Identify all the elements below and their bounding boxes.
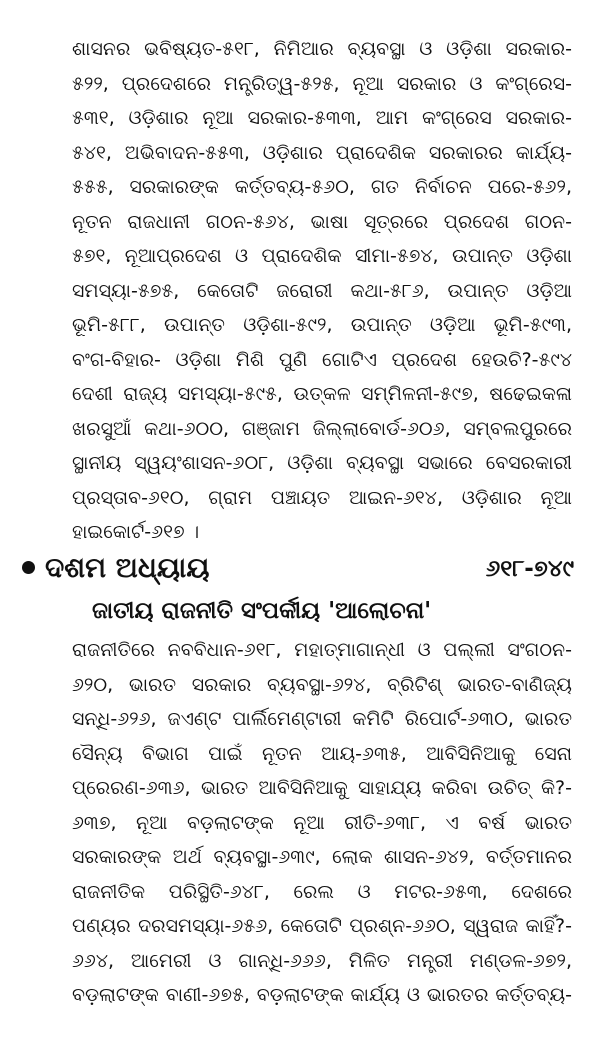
chapter-header bbox=[0, 548, 600, 588]
text-line: ସ୍ଥାନୀୟ ସ୍ୱୟଂଶାସନ-୬୦୮, ଓଡ଼ିଶା ବ୍ୟବସ୍ଥା ସଭାରେ ବେସରକାରୀ bbox=[72, 452, 572, 474]
text-line: ସରକାରଙ୍କ ଅର୍ଥ ବ୍ୟବସ୍ଥା-୬୩୯, ଲୋକ ଶାସନ-୬୪୨, ବର୍ତ୍ତମାନର bbox=[72, 846, 572, 868]
text-line: ପଣ୍ୟର ଦରସମସ୍ୟା-୬୫୬, କେତୋଟି ପ୍ରଶ୍ନ-୬୬୦, ସ୍ୱରାଜ କାହିଁ?- bbox=[72, 915, 572, 937]
chapter-page-range: ୬୧୮-୭୪୯ bbox=[485, 556, 574, 582]
chapter-title: ଦଶମ ଅଧ୍ୟାୟ bbox=[45, 551, 210, 584]
text-line: ବଂଗ-ବିହାର- ଓଡ଼ିଶା ମିଶି ପୁଣି ଗୋଟିଏ ପ୍ରଦେଶ ହେଉଚି?-୫୯୪ bbox=[72, 348, 572, 371]
text-line: ୫୨୨, ପ୍ରଦେଶରେ ମନ୍ତ୍ରିତ୍ୱ-୫୨୫, ନୂଆ ସରକାର ଓ କଂଗ୍ରେସ- bbox=[72, 72, 572, 95]
text-line: ଦେଶୀ ରାଜ୍ୟ ସମସ୍ୟା-୫୯୫, ଉତ୍କଳ ସମ୍ମିଳନୀ-୫୯୭, ଷଢେଇକଳା bbox=[72, 383, 572, 405]
text-line: ଭୂମି-୫୮୮, ଉପାନ୍ତ ଓଡ଼ିଶା-୫୯୨, ଉପାନ୍ତ ଓଡ଼ିଆ ଭୂମି-୫୯୩, bbox=[72, 314, 572, 336]
text-line: ସନ୍ଧି-୬୨୬, ଜଏଣ୍ଟ ପାର୍ଲିମେଣ୍ଟାରୀ କମିଟି ରିପୋର୍ଟ-୬୩୦, ଭାରତ bbox=[72, 708, 572, 730]
text-line: ୫୪୧, ଅଭିବାଦନ-୫୫୩, ଓଡ଼ିଶାର ପ୍ରାଦେଶିକ ସରକାରର କାର୍ଯ୍ୟ- bbox=[72, 141, 572, 164]
text-line: ରାଜନୀତିକ ପରିସ୍ଥିତି-୬୪୮, ରେଲ ଓ ମଟର-୬୫୩, ଦେଶରେ bbox=[72, 880, 572, 903]
contents-paragraph-2 bbox=[72, 633, 572, 1013]
text-line: ହାଇକୋର୍ଟ-୬୧୭ । bbox=[72, 521, 200, 543]
text-line: ୬୩୭, ନୂଆ ବଡ଼ଲାଟଙ୍କ ନୂଆ ରୀତି-୬୩୮, ଏ ବର୍ଷ ଭାରତ bbox=[72, 811, 572, 834]
text-line: ୬୨୦, ଭାରତ ସରକାର ବ୍ୟବସ୍ଥା-୬୨୪, ବ୍ରିଟିଶ୍ ଭାରତ-ବାଣିଜ୍ୟ bbox=[72, 673, 572, 696]
text-line: ୫୩୧, ଓଡ଼ିଶାର ନୂଆ ସରକାର-୫୩୩, ଆମ କଂଗ୍ରେସ ସରକାର- bbox=[72, 107, 572, 129]
text-line: ଶାସନର ଭବିଷ୍ୟତ-୫୧୮, ନିମିଆର ବ୍ୟବସ୍ଥା ଓ ଓଡ଼ିଶା ସରକାର- bbox=[72, 38, 572, 60]
text-line: ୬୬୪, ଆମେରୀ ଓ ଗାନ୍ଧି-୬୬୬, ମିଳିତ ମନ୍ତ୍ରୀ ମଣ୍ଡଳ-୬୭୨, bbox=[72, 949, 572, 972]
text-line: ସୈନ୍ୟ ବିଭାଗ ପାଇଁ ନୂତନ ଆୟ-୬୩୫, ଆବିସିନିଆକୁ ସେନା bbox=[72, 742, 572, 765]
section-heading: ଜାତୀୟ ରାଜନୀତି ସଂପର୍କୀୟ 'ଆଲୋଚନା' bbox=[92, 598, 432, 624]
text-line: ୫୫୫, ସରକାରଙ୍କ କର୍ତ୍ତବ୍ୟ-୫୬୦, ଗତ ନିର୍ବାଚନ ପରେ-୫୬୨, bbox=[72, 176, 572, 198]
text-line: ଖରସୁଆଁ କଥା-୬୦୦, ଗଞ୍ଜାମ ଜିଲ୍ଲାବୋର୍ଡ-୬୦୬, ସମ୍ବଲପୁରରେ bbox=[72, 417, 572, 440]
text-line: ପ୍ରସ୍ତାବ-୬୧୦, ଗ୍ରାମ ପଞ୍ଚାୟତ ଆଇନ-୬୧୪, ଓଡ଼ିଶାର ନୂଆ bbox=[72, 486, 572, 509]
bullet-icon bbox=[22, 561, 35, 574]
text-line: ବଡ଼ଲାଟଙ୍କ ବାଣୀ-୬୭୫, ବଡ଼ଲାଟଙ୍କ କାର୍ଯ୍ୟ ଓ ଭାରତର କର୍ତ୍ତବ୍ୟ- bbox=[72, 984, 572, 1006]
text-line: ନୂତନ ରାଜଧାନୀ ଗଠନ-୫୬୪, ଭାଷା ସୂତ୍ରରେ ପ୍ରଦେଶ ଗଠନ- bbox=[72, 210, 572, 233]
text-line: ରାଜନୀତିରେ ନବବିଧାନ-୬୧୮, ମହାତ୍ମାଗାନ୍ଧୀ ଓ ପଲ୍ଲୀ ସଂଗଠନ- bbox=[72, 639, 572, 661]
contents-paragraph-1 bbox=[72, 32, 572, 550]
text-line: ପ୍ରେରଣ-୬୩୬, ଭାରତ ଆବିସିନିଆକୁ ସାହାଯ୍ୟ କରିବା ଉଚିତ୍ କି?- bbox=[72, 777, 572, 799]
text-line: ୫୭୧, ନୂଆପ୍ରଦେଶ ଓ ପ୍ରାଦେଶିକ ସୀମା-୫୭୪, ଉପାନ୍ତ ଓଡ଼ିଶା bbox=[72, 245, 572, 267]
text-line: ସମସ୍ୟା-୫୭୫, କେତୋଟି ଜରୋରୀ କଥା-୫୮୬, ଉପାନ୍ତ ଓଡ଼ିଆ bbox=[72, 279, 572, 302]
